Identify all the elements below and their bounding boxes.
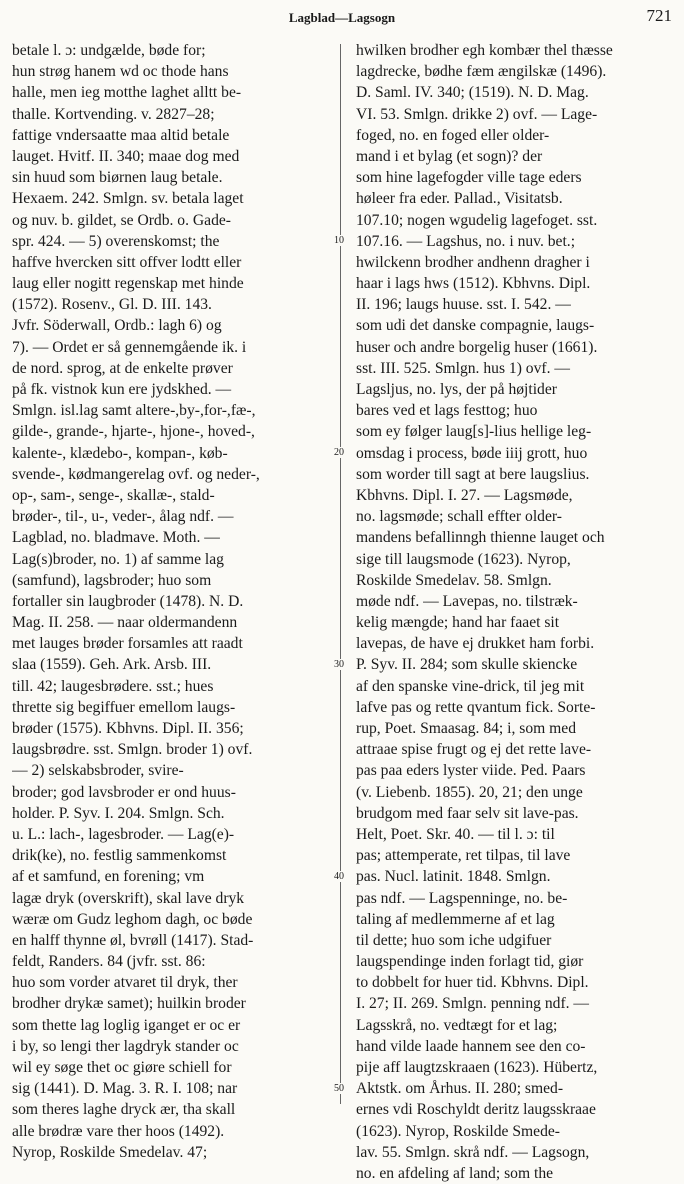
text-line: D. Saml. IV. 340; (1519). N. D. Mag. [356, 84, 589, 102]
text-line: thrette sig begiffuer emellom laugs- [12, 698, 236, 716]
text-line: mand i et bylag (et sogn)? der [356, 147, 543, 165]
text-line: (v. Liebenb. 1855). 20, 21; den unge [356, 783, 583, 801]
text-line: no. en afdeling af land; som the [356, 1164, 554, 1182]
text-line: laugspendinge inden forlagt tid, giør [356, 953, 584, 971]
text-line: som thette lag loglig iganget er oc er [12, 1016, 241, 1034]
text-line: og nuv. b. gildet, se Ordb. o. Gade- [12, 211, 231, 229]
text-line: høleer fra eder. Pallad., Visitatsb. [356, 190, 563, 208]
page-number: 721 [646, 6, 672, 25]
text-line: wæræ om Gudz leghom dagh, oc bøde [12, 910, 253, 928]
text-line: lavepas, de have ej drukket ham forbi. [356, 635, 595, 653]
text-line: pas; attemperate, ret tilpas, til lave [356, 847, 571, 865]
text-line: som udi det danske compagnie, laugs- [356, 317, 595, 335]
text-line: sin huud som biørnen laug betale. [12, 169, 223, 187]
line-marker: 30 [334, 658, 344, 670]
line-marker: 10 [334, 234, 344, 246]
text-line: sige till laugsmode (1623). Nyrop, [356, 550, 571, 568]
text-line: Hexaem. 242. Smlgn. sv. betala laget [12, 190, 244, 208]
text-line: omsdag i process, bøde iiij grott, huo [356, 444, 588, 462]
text-line: en halff thynne øl, bvrøll (1417). Stad- [12, 931, 254, 949]
text-line: lav. 55. Smlgn. skrå ndf. — Lagsogn, [356, 1143, 590, 1161]
text-line: sst. III. 525. Smlgn. hus 1) ovf. — [356, 359, 570, 377]
running-header: Lagblad—Lagsogn [288, 10, 396, 25]
text-line: Roskilde Smedelav. 58. Smlgn. [356, 571, 552, 589]
text-line: Jvfr. Söderwall, Ordb.: lagh 6) og [12, 317, 222, 335]
text-line: ernes vdi Roschyldt deritz laugsskraae [356, 1101, 596, 1119]
text-line: II. 196; laugs huuse. sst. I. 542. — [356, 296, 571, 314]
text-line: u. L.: lach-, lagesbroder. — Lag(e)- [12, 825, 235, 843]
text-line: fattige vndersaatte maa altid betale [12, 126, 230, 144]
text-line: (1623). Nyrop, Roskilde Smede- [356, 1122, 560, 1140]
text-line: — 2) selskabsbroder, svire- [12, 762, 184, 780]
text-line: attraae spise frugt og ej det rette lave- [356, 741, 592, 759]
text-line: kelig mængde; hand har faaet sit [356, 614, 560, 632]
text-line: broder; god lavsbroder er ond huus- [12, 783, 236, 801]
left-column [12, 40, 330, 1163]
text-line: svende-, kødmangerelag ovf. og neder-, [12, 465, 260, 483]
text-line: lafve pas og rette qvantum fick. Sorte- [356, 698, 596, 716]
text-line: to dobbelt for huer tid. Kbhvns. Dipl. [356, 974, 589, 992]
text-line: brøder-, til-, u-, veder-, ålag ndf. — [12, 508, 234, 526]
text-line: 7). — Ordet er så gennemgående ik. i [12, 338, 247, 356]
text-line: haar i lags hws (1512). Kbhvns. Dipl. [356, 275, 591, 293]
text-line: pije aff laugtzskraaen (1623). Hübertz, [356, 1059, 598, 1076]
text-line: I. 27; II. 269. Smlgn. penning ndf. — [356, 995, 590, 1013]
text-line: lagæ dryk (overskrift), skal lave dryk [12, 889, 245, 907]
text-line: som theres laghe dryck ær, tha skall [12, 1101, 236, 1119]
text-line: 107.10; nogen wgudelig lagefoget. sst. [356, 211, 598, 229]
text-line: huo som vorder atvaret til dryk, ther [12, 974, 238, 992]
text-line: Lagblad, no. bladmave. Moth. — [12, 529, 220, 547]
text-line: huser och andre borgelig huser (1661). [356, 338, 598, 356]
text-line: i by, so lengi ther lagdryk stander oc [12, 1037, 239, 1055]
text-line: haffve hvercken sitt offver lodtt eller [12, 253, 242, 271]
text-line: slaa (1559). Geh. Ark. Arsb. III. [12, 656, 212, 674]
text-line: 107.16. — Lagshus, no. i nuv. bet.; [356, 232, 576, 250]
text-line: Nyrop, Roskilde Smedelav. 47; [12, 1143, 208, 1161]
text-line: alle brødræ vare ther hoos (1492). [12, 1122, 225, 1140]
text-line: af et samfund, en forening; vm [12, 868, 205, 886]
text-line: drik(ke), no. festlig sammenkomst [12, 847, 227, 865]
text-line: thalle. Kortvending. v. 2827–28; [12, 105, 215, 123]
text-line: bares ved et lags festtog; huo [356, 402, 538, 420]
line-marker: 20 [334, 446, 344, 458]
text-line: mandens befallinngh thienne lauget och [356, 529, 605, 547]
text-line: pas paa eders lyster viide. Ped. Paars [356, 762, 586, 780]
text-line: møde ndf. — Lavepas, no. tilstræk- [356, 592, 578, 610]
text-line: hun strøg hanem wd oc thode hans [12, 63, 229, 81]
text-line: som worder till sagt at bere laugslius. [356, 465, 590, 483]
text-line: Lagsskrå, no. vedtægt for et lag; [356, 1016, 558, 1034]
text-line: no. lagsmøde; schall effter older- [356, 508, 562, 526]
text-line: fortaller sin laugbroder (1478). N. D. [12, 592, 244, 610]
text-line: gilde-, grande-, hjarte-, hjone-, hoved-, [12, 423, 255, 441]
text-line: laug eller nogitt regenskap met hinde [12, 275, 244, 293]
text-line: foged, no. en foged eller older- [356, 126, 550, 144]
text-line: de nord. sprog, at de enkelte prøver [12, 359, 233, 377]
text-line: (samfund), lagsbroder; huo som [12, 571, 212, 589]
text-line: Aktstk. om Århus. II. 280; smed- [356, 1080, 564, 1098]
text-line: lauget. Hvitf. II. 340; maae dog med [12, 147, 240, 165]
text-line: Helt, Poet. Skr. 40. — til l. ɔ: til [356, 825, 555, 843]
text-line: met lauges brøder forsamles att raadt [12, 635, 243, 653]
text-line: sig (1441). D. Mag. 3. R. I. 108; nar [12, 1080, 238, 1098]
text-line: spr. 424. — 5) overenskomst; the [12, 232, 220, 250]
text-line: P. Syv. II. 284; som skulle skiencke [356, 656, 578, 674]
text-line: til dette; huo som iche udgifuer [356, 931, 552, 949]
text-line: hwilken brodher egh kombær thel thæsse [356, 42, 613, 59]
column-divider [340, 44, 341, 1104]
text-line: holder. P. Syv. I. 204. Smlgn. Sch. [12, 804, 225, 822]
text-line: af den spanske vine-drick, til jeg mit [356, 677, 585, 695]
text-line: lagdrecke, bødhe fæm ængilskæ (1496). [356, 63, 607, 81]
text-line: Lagsljus, no. lys, der på højtider [356, 381, 557, 398]
text-line: halle, men ieg motthe laghet alltt be- [12, 84, 242, 102]
text-line: VI. 53. Smlgn. drikke 2) ovf. — Lage- [356, 105, 598, 123]
text-line: Kbhvns. Dipl. I. 27. — Lagsmøde, [356, 486, 573, 504]
text-line: pas. Nucl. latinit. 1848. Smlgn. [356, 868, 551, 886]
text-line: laugsbrødre. sst. Smlgn. broder 1) ovf. [12, 741, 253, 759]
line-marker: 50 [334, 1082, 344, 1094]
text-line: som ey følger laug[s]-lius hellige leg- [356, 423, 592, 441]
text-line: hwilckenn brodher andhenn dragher i [356, 253, 590, 271]
text-line: betale l. ɔ: undgælde, bøde for; [12, 42, 206, 59]
text-line: till. 42; laugesbrødere. sst.; hues [12, 677, 214, 695]
text-line: taling af medlemmerne af et lag [356, 910, 555, 928]
text-line: hand vilde laade hannem see den co- [356, 1037, 586, 1055]
text-line: brøder (1575). Kbhvns. Dipl. II. 356; [12, 720, 244, 737]
right-column [356, 40, 674, 1184]
text-line: som hine lagefogder ville tage eders [356, 169, 582, 187]
text-line: kalente-, klædebo-, kompan-, køb- [12, 444, 228, 462]
text-line: rup, Poet. Smaasag. 84; i, som med [356, 720, 577, 737]
text-line: (1572). Rosenv., Gl. D. III. 143. [12, 296, 212, 314]
text-line: brudgom med faar selv sit lave-pas. [356, 804, 579, 822]
text-line: feldt, Randers. 84 (jvfr. sst. 86: [12, 953, 206, 971]
text-line: Lag(s)broder, no. 1) af samme lag [12, 550, 224, 568]
text-line: wil ey søge thet oc giøre schiell for [12, 1059, 232, 1076]
text-line: på fk. vistnok kun ere jydskhed. — [12, 381, 232, 398]
text-line: Smlgn. isl.lag samt altere-,by-,for-,fæ-, [12, 402, 256, 420]
text-line: pas ndf. — Lagspenninge, no. be- [356, 889, 568, 907]
text-line: Mag. II. 258. — naar oldermandenn [12, 614, 238, 632]
line-marker: 40 [334, 870, 344, 882]
text-line: brodher drykæ samet); huilkin broder [12, 995, 246, 1013]
text-line: op-, sam-, senge-, skallæ-, stald- [12, 486, 215, 504]
